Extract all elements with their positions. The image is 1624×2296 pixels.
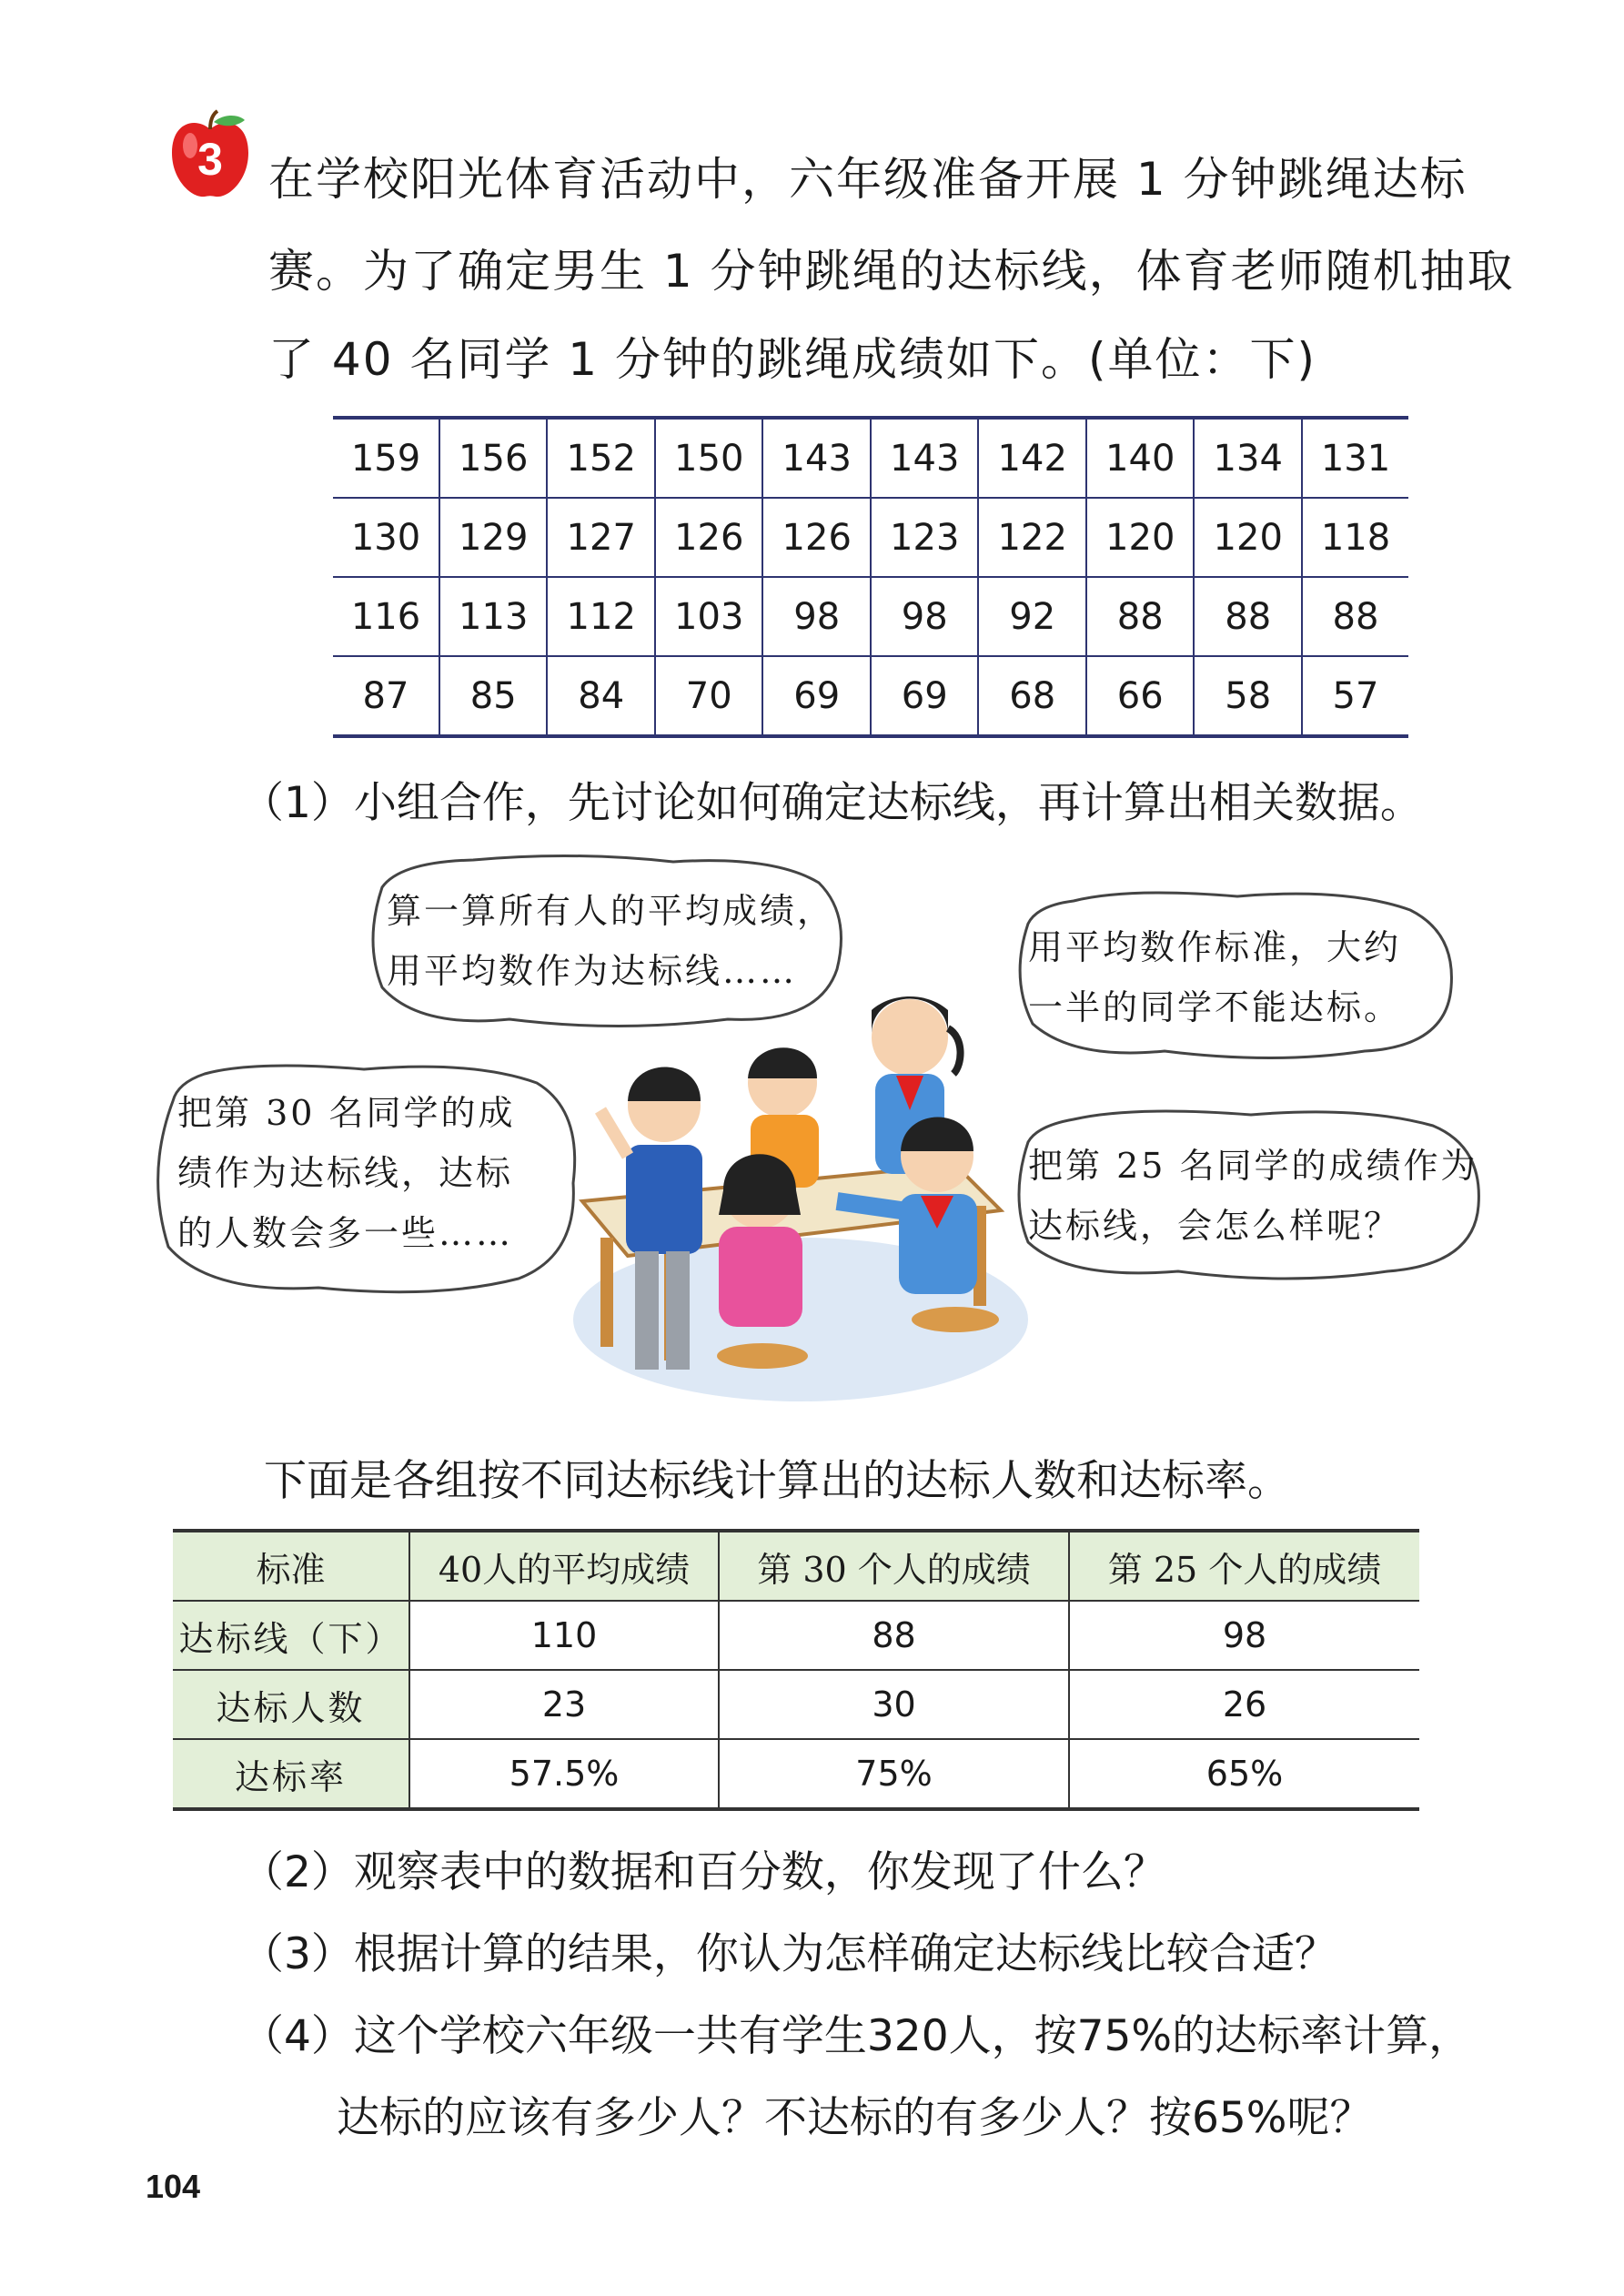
table-cell: 116 <box>333 577 439 656</box>
table-cell: 88 <box>719 1601 1069 1670</box>
score-table <box>333 416 1408 738</box>
table-cell: 65% <box>1205 1754 1284 1794</box>
table-cell: 85 <box>439 656 548 736</box>
row-label: 达标率 <box>173 1739 409 1809</box>
speech-bubble-25th <box>996 1106 1488 1288</box>
problem-line-2: 赛。为了确定男生 1 分钟跳绳的达标线，体育老师随机抽取 <box>268 245 1515 298</box>
table-cell: 88 <box>1086 577 1195 656</box>
table-cell: 123 <box>871 498 979 577</box>
table-cell: 98 <box>762 577 871 656</box>
table-cell: 159 <box>333 418 439 498</box>
table-cell: 113 <box>439 577 548 656</box>
table-cell: 134 <box>1194 418 1302 498</box>
question-2: （2）观察表中的数据和百分数，你发现了什么？ <box>241 1847 1166 1897</box>
table-cell: 75% <box>719 1739 1069 1809</box>
table-row <box>333 577 1408 656</box>
problem-line-1: 在学校阳光体育活动中，六年级准备开展 1 分钟跳绳达标 <box>268 153 1468 206</box>
table-cell: 126 <box>762 498 871 577</box>
table-cell: 127 <box>547 498 655 577</box>
bubble-1-line-2: 用平均数作为达标线…… <box>387 951 798 991</box>
table-cell: 98 <box>871 577 979 656</box>
bubble-3-line-2: 绩作为达标线，达标 <box>177 1153 514 1193</box>
problem-number: 3 <box>197 134 223 185</box>
table-cell: 122 <box>978 498 1086 577</box>
table-cell: 69 <box>762 656 871 736</box>
question-4-line-1: （4）这个学校六年级一共有学生320人，按75%的达标率计算， <box>241 2011 1472 2061</box>
table-row <box>173 1739 1419 1809</box>
table-cell: 88 <box>1194 577 1302 656</box>
header-average: 40人的平均成绩 <box>409 1531 719 1601</box>
table-cell: 112 <box>547 577 655 656</box>
question-1: （1）小组合作，先讨论如何确定达标线，再计算出相关数据。 <box>241 778 1423 828</box>
table-cell: 23 <box>409 1670 719 1739</box>
bubble-4-line-2: 达标线，会怎么样呢？ <box>1028 1206 1402 1246</box>
table-cell: 143 <box>762 418 871 498</box>
bubble-4-line-1: 把第 25 名同学的成绩作为 <box>1028 1146 1478 1186</box>
table-cell: 120 <box>1086 498 1195 577</box>
table-row <box>333 498 1408 577</box>
speech-bubble-average <box>346 851 855 1042</box>
bubble-3-line-1: 把第 30 名同学的成 <box>177 1093 516 1133</box>
table-cell: 92 <box>978 577 1086 656</box>
row-label: 达标人数 <box>173 1670 409 1739</box>
apple-number-icon <box>168 109 252 200</box>
table-cell: 150 <box>655 418 763 498</box>
table-cell: 26 <box>1069 1670 1419 1739</box>
bubble-2-line-1: 用平均数作标准，大约 <box>1028 927 1402 967</box>
header-25th: 第 25 个人的成绩 <box>1069 1531 1419 1601</box>
table-cell: 140 <box>1086 418 1195 498</box>
header-standard: 标准 <box>173 1531 409 1601</box>
bubble-1-line-1: 算一算所有人的平均成绩， <box>387 891 835 931</box>
table-cell: 143 <box>871 418 979 498</box>
table-cell: 130 <box>333 498 439 577</box>
table-cell: 129 <box>439 498 548 577</box>
bubble-2-line-2: 一半的同学不能达标。 <box>1028 987 1402 1027</box>
header-30th: 第 30 个人的成绩 <box>719 1531 1069 1601</box>
bubble-3-line-3: 的人数会多一些…… <box>177 1213 514 1253</box>
table-cell: 126 <box>655 498 763 577</box>
table-cell: 66 <box>1086 656 1195 736</box>
table-cell: 70 <box>655 656 763 736</box>
table-cell: 69 <box>871 656 979 736</box>
speech-bubble-half <box>1001 887 1456 1069</box>
table-cell: 30 <box>719 1670 1069 1739</box>
table-cell: 84 <box>547 656 655 736</box>
table-row <box>333 656 1408 736</box>
row-label: 达标线（下） <box>173 1601 409 1670</box>
table-cell: 68 <box>978 656 1086 736</box>
table-row <box>333 418 1408 498</box>
question-4-line-2: 达标的应该有多少人？不达标的有多少人？按65%呢？ <box>337 2093 1373 2143</box>
table-cell: 103 <box>655 577 763 656</box>
table-cell: 57 <box>1302 656 1408 736</box>
table-cell: 87 <box>333 656 439 736</box>
table-cell: 120 <box>1194 498 1302 577</box>
table-cell: 98 <box>1069 1601 1419 1670</box>
intro-text: 下面是各组按不同达标线计算出的达标人数和达标率。 <box>264 1456 1290 1506</box>
problem-line-3: 了 40 名同学 1 分钟的跳绳成绩如下。(单位：下) <box>268 333 1317 386</box>
table-cell: 131 <box>1302 418 1408 498</box>
speech-bubble-30th <box>136 1056 582 1301</box>
table-row <box>173 1601 1419 1670</box>
table-cell: 88 <box>1302 577 1408 656</box>
rate-table <box>173 1529 1419 1811</box>
table-cell: 57.5% <box>409 1739 719 1809</box>
table-cell: 142 <box>978 418 1086 498</box>
table-cell: 156 <box>439 418 548 498</box>
table-cell: 110 <box>409 1601 719 1670</box>
table-cell: 58 <box>1194 656 1302 736</box>
table-cell: 118 <box>1302 498 1408 577</box>
table-row <box>173 1670 1419 1739</box>
table-cell: 152 <box>547 418 655 498</box>
question-3: （3）根据计算的结果，你认为怎样确定达标线比较合适？ <box>241 1929 1337 1979</box>
table-header-row <box>173 1531 1419 1601</box>
page-number: 104 <box>146 2168 201 2205</box>
